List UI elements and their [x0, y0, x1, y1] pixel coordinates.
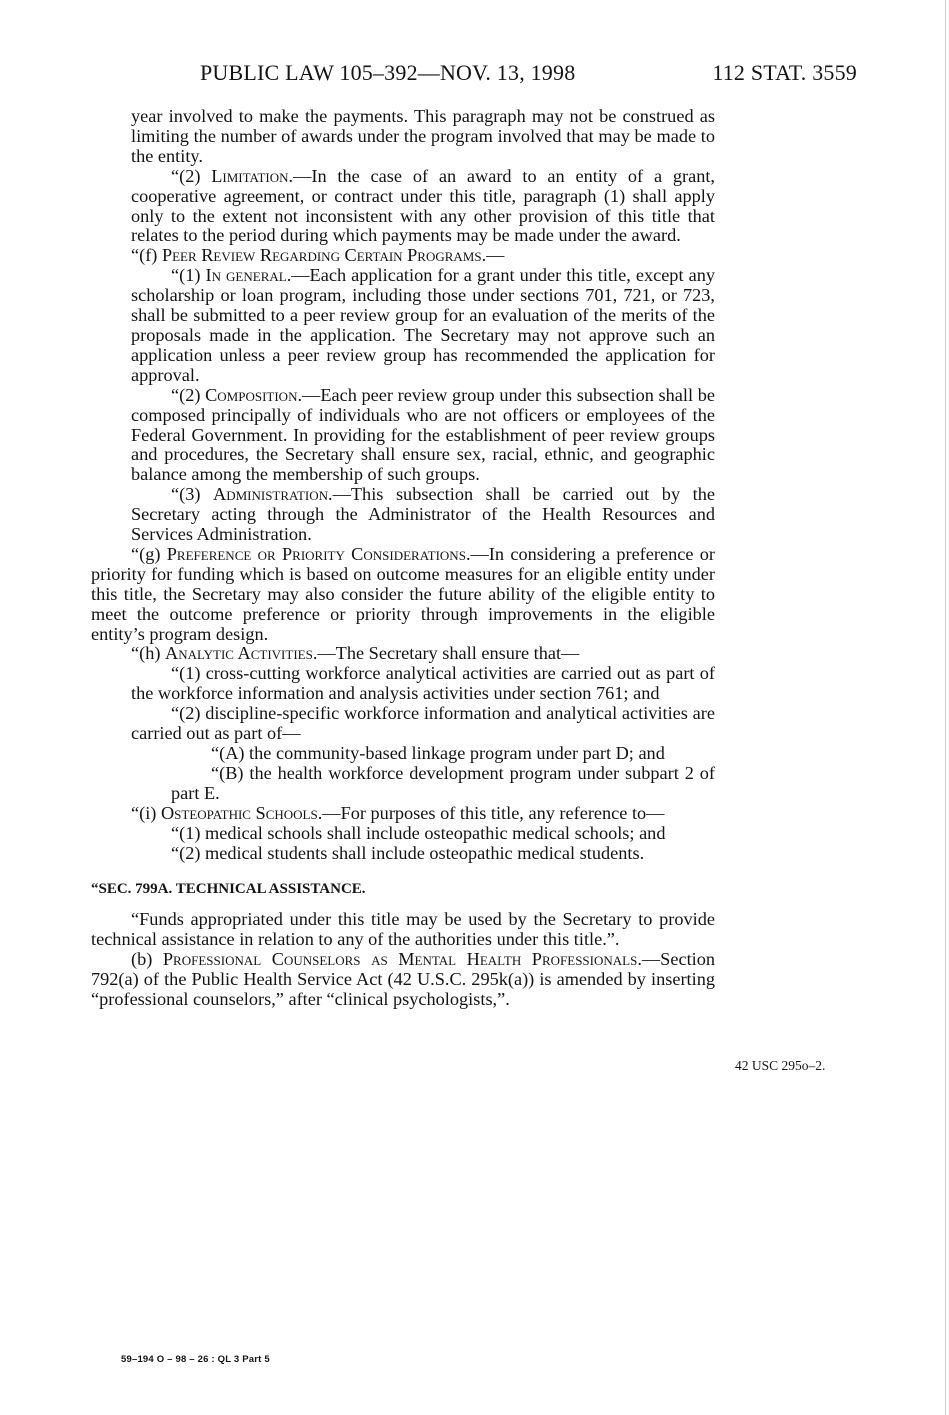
- statute-body: [91, 107, 715, 1010]
- paragraph-composition: “(2) Composition.—Each peer review group under this subsection shall be composed principally of individuals who are not officers or employees of the Federal Government. In providing for the establishment of peer review groups and procedures, the Secretary shall ensure sex, racial, ethnic, and geographic balance among the membership of such groups.: [131, 384, 715, 485]
- public-law-citation: PUBLIC LAW 105–392—NOV. 13, 1998: [200, 60, 576, 85]
- subsection-g-preference: “(g) Preference or Priority Considerations.—In considering a preference or priority for funding which is based on outcome measures for an eligible entity under this title, the Secretary may also consider the future ability of the eligible entity to meet the outcome preference or priority through improvements in the eligible entity’s program design.: [91, 543, 715, 644]
- subsection-f-heading: “(f) Peer Review Regarding Certain Programs.—: [131, 245, 505, 266]
- section-heading: “SEC. 799A. TECHNICAL ASSISTANCE.: [91, 881, 366, 898]
- statute-page-number: 112 STAT. 3559: [712, 60, 857, 85]
- usc-margin-note: 42 USC 295o–2.: [735, 1058, 826, 1073]
- paragraph-cross-cutting: “(1) cross-cutting workforce analytical activities are carried out as part of the workforce information and analysis activities under section 761; and: [131, 663, 715, 704]
- paragraph-in-general: “(1) In general.—Each application for a grant under this title, except any scholarship or loan program, including those under sections 701, 721, or 723, shall be submitted to a peer review group for an evaluation of the merits of the proposals made in the application. The Secretary may not approve such an application unless a peer review group has recommended the application for approval.: [131, 265, 715, 385]
- subparagraph-a: “(A) the community-based linkage program under part D; and: [211, 743, 665, 763]
- subparagraph-b: “(B) the health workforce development program under subpart 2 of part E.: [171, 762, 715, 803]
- running-header: [200, 60, 857, 88]
- subsection-h-analytic: “(h) Analytic Activities.—The Secretary shall ensure that—: [131, 643, 580, 664]
- paragraph-medical-schools: “(1) medical schools shall include osteopathic medical schools; and: [171, 822, 666, 843]
- paragraph-funds: “Funds appropriated under this title may be used by the Secretary to provide technical assistance in relation to any of the authorities under this title.”.: [91, 909, 715, 950]
- paragraph-administration: “(3) Administration.—This subsection shall be carried out by the Secretary acting through the Administrator of the Health Resources and Services Administration.: [131, 484, 715, 545]
- subsection-i-osteopathic: “(i) Osteopathic Schools.—For purposes of this title, any reference to—: [131, 802, 665, 823]
- subsection-b-counselors: (b) Professional Counselors as Mental Health Professionals.—Section 792(a) of the Public Health Service Act (42 U.S.C. 295k(a)) is amended by inserting “professional counselors,” after “clinical psychologists,”.: [91, 949, 716, 1010]
- paragraph-medical-students: “(2) medical students shall include osteopathic medical students.: [171, 842, 645, 863]
- print-footer: 59–194 O – 98 – 26 : QL 3 Part 5: [121, 1354, 270, 1365]
- paragraph-discipline-specific: “(2) discipline-specific workforce information and analytical activities are carried out as part of—: [131, 703, 715, 744]
- scan-mark: [945, 0, 946, 1415]
- paragraph-continuation: year involved to make the payments. This paragraph may not be construed as limiting the number of awards under the program involved that may be made to the entity.: [131, 106, 715, 166]
- paragraph-limitation: “(2) Limitation.—In the case of an award to an entity of a grant, cooperative agreement, or contract under this title, paragraph (1) shall apply only to the extent not inconsistent with any other provision of this title that relates to the period during which payments may be made under the award.: [131, 165, 715, 246]
